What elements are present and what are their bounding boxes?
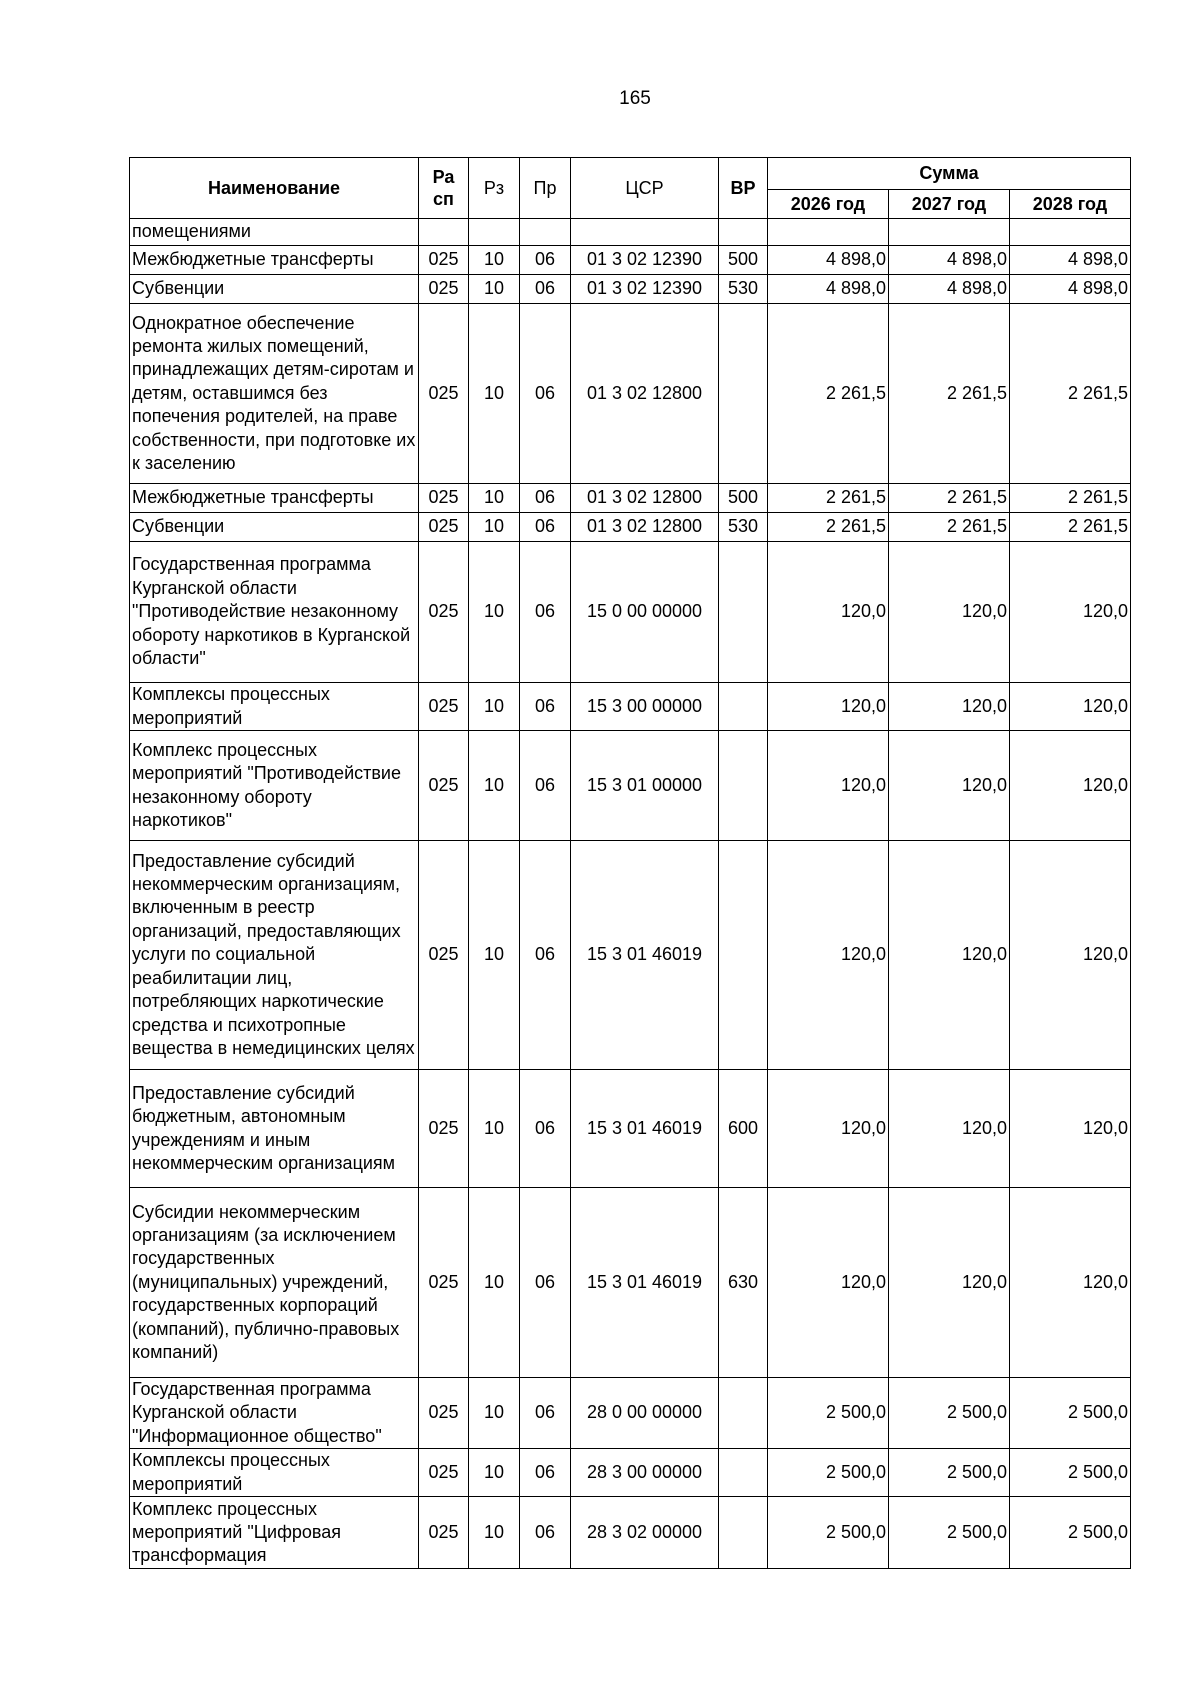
- cell-name: Однократное обеспечение ремонта жилых помещений, принадлежащих детям-сиротам и детям, оставшимся без попечения родителей, на праве собственности, при подготовке их к заселению: [130, 304, 419, 484]
- cell-sum-2027: 120,0: [889, 731, 1010, 841]
- header-vr: ВР: [719, 158, 768, 219]
- cell-vr: 500: [719, 246, 768, 275]
- cell-rz: 10: [469, 275, 520, 304]
- cell-rasp: 025: [419, 841, 469, 1070]
- cell-sum-2028: 120,0: [1010, 1070, 1131, 1188]
- cell-pr: 06: [520, 1070, 571, 1188]
- cell-pr: 06: [520, 1497, 571, 1569]
- cell-rz: 10: [469, 841, 520, 1070]
- cell-csr: 15 3 01 46019: [571, 841, 719, 1070]
- header-pr: Пр: [520, 158, 571, 219]
- cell-sum-2026: 2 500,0: [768, 1449, 889, 1497]
- cell-sum-2027: 2 261,5: [889, 304, 1010, 484]
- cell-pr: 06: [520, 542, 571, 683]
- cell-sum-2026: 120,0: [768, 683, 889, 731]
- cell-rz: 10: [469, 513, 520, 542]
- cell-sum-2027: 120,0: [889, 1188, 1010, 1378]
- cell-pr: 06: [520, 683, 571, 731]
- cell-vr: 530: [719, 275, 768, 304]
- cell-rz: 10: [469, 1070, 520, 1188]
- cell-name: Предоставление субсидий бюджетным, автономным учреждениям и иным некоммерческим организациям: [130, 1070, 419, 1188]
- table-row: [130, 1378, 1131, 1449]
- cell-csr: 01 3 02 12800: [571, 484, 719, 513]
- header-row: [130, 158, 1131, 190]
- cell-vr: [719, 683, 768, 731]
- cell-vr: [719, 219, 768, 246]
- cell-sum-2028: [1010, 219, 1131, 246]
- cell-sum-2026: 2 500,0: [768, 1378, 889, 1449]
- cell-rz: 10: [469, 1188, 520, 1378]
- cell-rasp: 025: [419, 542, 469, 683]
- table-row: [130, 304, 1131, 484]
- cell-name: помещениями: [130, 219, 419, 246]
- cell-rz: 10: [469, 542, 520, 683]
- cell-csr: 15 3 01 46019: [571, 1070, 719, 1188]
- table-row: [130, 542, 1131, 683]
- cell-sum-2026: 120,0: [768, 731, 889, 841]
- cell-name: Межбюджетные трансферты: [130, 246, 419, 275]
- cell-name: Комплексы процессных мероприятий: [130, 683, 419, 731]
- cell-rz: 10: [469, 1449, 520, 1497]
- cell-rasp: 025: [419, 246, 469, 275]
- cell-rasp: [419, 219, 469, 246]
- cell-rasp: 025: [419, 513, 469, 542]
- cell-name: Субсидии некоммерческим организациям (за исключением государственных (муниципальных) учреждений, государственных корпораций (компаний), публично-правовых компаний): [130, 1188, 419, 1378]
- cell-sum-2027: 4 898,0: [889, 275, 1010, 304]
- cell-csr: 28 3 00 00000: [571, 1449, 719, 1497]
- header-rasp-line1: Ра: [432, 167, 455, 187]
- cell-pr: 06: [520, 513, 571, 542]
- cell-rz: 10: [469, 1497, 520, 1569]
- cell-rz: 10: [469, 683, 520, 731]
- table-row: [130, 1449, 1131, 1497]
- header-year-2027: 2027 год: [889, 189, 1010, 218]
- table-row: [130, 1497, 1131, 1569]
- cell-csr: 01 3 02 12390: [571, 275, 719, 304]
- cell-sum-2028: 2 500,0: [1010, 1378, 1131, 1449]
- cell-sum-2026: 2 261,5: [768, 513, 889, 542]
- cell-sum-2026: 120,0: [768, 1188, 889, 1378]
- cell-pr: 06: [520, 841, 571, 1070]
- cell-vr: [719, 731, 768, 841]
- cell-name: Субвенции: [130, 513, 419, 542]
- cell-csr: 15 0 00 00000: [571, 542, 719, 683]
- cell-vr: [719, 1497, 768, 1569]
- cell-csr: 01 3 02 12390: [571, 246, 719, 275]
- cell-vr: 630: [719, 1188, 768, 1378]
- cell-pr: 06: [520, 246, 571, 275]
- cell-sum-2028: 4 898,0: [1010, 275, 1131, 304]
- cell-sum-2027: 2 500,0: [889, 1378, 1010, 1449]
- table-row: [130, 1188, 1131, 1378]
- cell-sum-2027: 4 898,0: [889, 246, 1010, 275]
- cell-csr: 15 3 01 00000: [571, 731, 719, 841]
- cell-csr: 15 3 01 46019: [571, 1188, 719, 1378]
- cell-rasp: 025: [419, 731, 469, 841]
- cell-rz: [469, 219, 520, 246]
- cell-vr: [719, 542, 768, 683]
- cell-sum-2027: 2 500,0: [889, 1449, 1010, 1497]
- cell-rasp: 025: [419, 484, 469, 513]
- cell-csr: 28 3 02 00000: [571, 1497, 719, 1569]
- cell-vr: 600: [719, 1070, 768, 1188]
- cell-name: Субвенции: [130, 275, 419, 304]
- cell-sum-2027: 2 261,5: [889, 513, 1010, 542]
- cell-sum-2028: 120,0: [1010, 731, 1131, 841]
- cell-sum-2026: 120,0: [768, 1070, 889, 1188]
- cell-sum-2028: 2 261,5: [1010, 304, 1131, 484]
- cell-sum-2027: 120,0: [889, 1070, 1010, 1188]
- cell-sum-2026: 4 898,0: [768, 275, 889, 304]
- cell-name: Предоставление субсидий некоммерческим организациям, включенным в реестр организаций, предоставляющих услуги по социальной реабилитации лиц, потребляющих наркотические средства и психотропные вещества в немедицинских целях: [130, 841, 419, 1070]
- cell-name: Межбюджетные трансферты: [130, 484, 419, 513]
- cell-vr: 500: [719, 484, 768, 513]
- cell-sum-2026: [768, 219, 889, 246]
- cell-sum-2027: 120,0: [889, 841, 1010, 1070]
- cell-vr: [719, 841, 768, 1070]
- cell-pr: 06: [520, 731, 571, 841]
- table-row: [130, 219, 1131, 246]
- cell-sum-2027: [889, 219, 1010, 246]
- header-year-2026: 2026 год: [768, 189, 889, 218]
- cell-sum-2028: 120,0: [1010, 683, 1131, 731]
- cell-rz: 10: [469, 246, 520, 275]
- cell-vr: [719, 1378, 768, 1449]
- table-row: [130, 484, 1131, 513]
- cell-pr: 06: [520, 1378, 571, 1449]
- cell-sum-2026: 120,0: [768, 841, 889, 1070]
- cell-pr: 06: [520, 484, 571, 513]
- cell-sum-2027: 2 500,0: [889, 1497, 1010, 1569]
- cell-sum-2028: 120,0: [1010, 542, 1131, 683]
- header-year-2028: 2028 год: [1010, 189, 1131, 218]
- cell-sum-2026: 2 500,0: [768, 1497, 889, 1569]
- cell-csr: 28 0 00 00000: [571, 1378, 719, 1449]
- header-name: Наименование: [130, 158, 419, 219]
- cell-vr: [719, 1449, 768, 1497]
- table-row: [130, 841, 1131, 1070]
- cell-sum-2028: 2 500,0: [1010, 1497, 1131, 1569]
- page-number: 165: [619, 88, 651, 109]
- cell-rz: 10: [469, 1378, 520, 1449]
- cell-csr: 01 3 02 12800: [571, 304, 719, 484]
- table-row: [130, 246, 1131, 275]
- cell-vr: 530: [719, 513, 768, 542]
- cell-sum-2027: 2 261,5: [889, 484, 1010, 513]
- table-row: [130, 275, 1131, 304]
- cell-pr: 06: [520, 275, 571, 304]
- cell-rasp: 025: [419, 304, 469, 484]
- cell-pr: 06: [520, 304, 571, 484]
- cell-csr: 15 3 00 00000: [571, 683, 719, 731]
- cell-name: Комплекс процессных мероприятий "Цифровая трансформация: [130, 1497, 419, 1569]
- cell-sum-2026: 120,0: [768, 542, 889, 683]
- cell-pr: 06: [520, 1449, 571, 1497]
- cell-rz: 10: [469, 304, 520, 484]
- cell-sum-2027: 120,0: [889, 542, 1010, 683]
- cell-sum-2028: 120,0: [1010, 841, 1131, 1070]
- cell-name: Государственная программа Курганской области "Противодействие незаконному обороту наркотиков в Курганской области": [130, 542, 419, 683]
- cell-rasp: 025: [419, 1070, 469, 1188]
- cell-rasp: 025: [419, 1449, 469, 1497]
- header-rasp: [419, 158, 469, 219]
- cell-name: Комплексы процессных мероприятий: [130, 1449, 419, 1497]
- cell-rz: 10: [469, 731, 520, 841]
- budget-table: [129, 157, 1131, 1569]
- cell-rasp: 025: [419, 683, 469, 731]
- table-row: [130, 513, 1131, 542]
- cell-csr: 01 3 02 12800: [571, 513, 719, 542]
- cell-sum-2028: 2 261,5: [1010, 513, 1131, 542]
- cell-rasp: 025: [419, 1378, 469, 1449]
- cell-rz: 10: [469, 484, 520, 513]
- cell-csr: [571, 219, 719, 246]
- cell-vr: [719, 304, 768, 484]
- cell-rasp: 025: [419, 1497, 469, 1569]
- header-rasp-line2: сп: [433, 189, 454, 209]
- cell-name: Государственная программа Курганской области "Информационное общество": [130, 1378, 419, 1449]
- cell-sum-2028: 4 898,0: [1010, 246, 1131, 275]
- cell-sum-2028: 2 261,5: [1010, 484, 1131, 513]
- header-sum: Сумма: [768, 158, 1131, 190]
- cell-sum-2026: 2 261,5: [768, 484, 889, 513]
- cell-name: Комплекс процессных мероприятий "Противодействие незаконному обороту наркотиков": [130, 731, 419, 841]
- cell-sum-2026: 4 898,0: [768, 246, 889, 275]
- header-rz: Рз: [469, 158, 520, 219]
- table-row: [130, 683, 1131, 731]
- cell-sum-2028: 2 500,0: [1010, 1449, 1131, 1497]
- table-row: [130, 1070, 1131, 1188]
- cell-rasp: 025: [419, 1188, 469, 1378]
- cell-pr: 06: [520, 1188, 571, 1378]
- table-body: [130, 219, 1131, 1569]
- cell-sum-2026: 2 261,5: [768, 304, 889, 484]
- header-csr: ЦСР: [571, 158, 719, 219]
- table-row: [130, 731, 1131, 841]
- cell-sum-2028: 120,0: [1010, 1188, 1131, 1378]
- cell-pr: [520, 219, 571, 246]
- cell-sum-2027: 120,0: [889, 683, 1010, 731]
- cell-rasp: 025: [419, 275, 469, 304]
